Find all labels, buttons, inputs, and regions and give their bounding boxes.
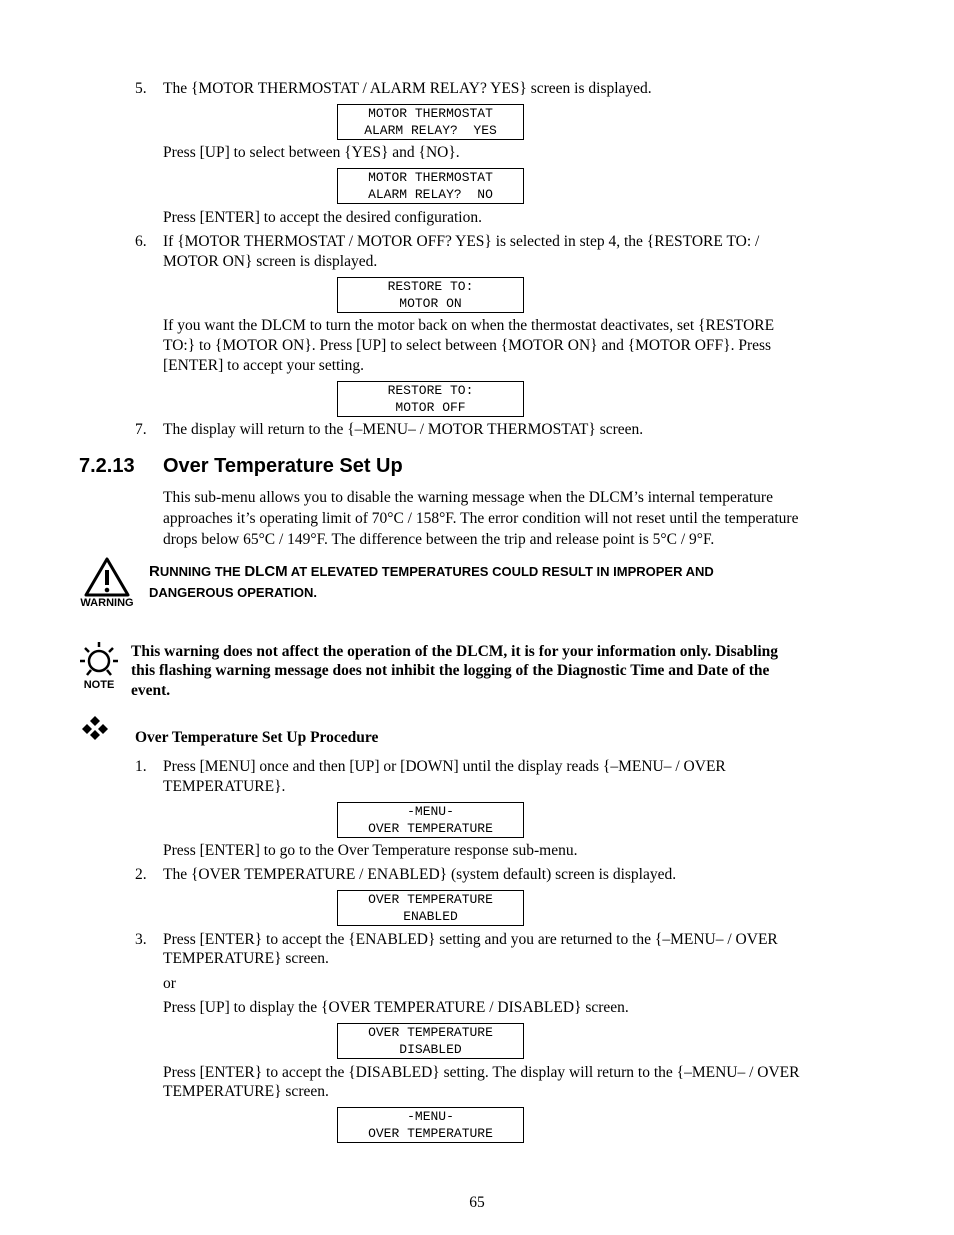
lcd-over-temperature-enabled: OVER TEMPERATURE ENABLED: [337, 890, 524, 926]
section-title: Over Temperature Set Up: [163, 455, 403, 477]
step-6-line-2: MOTOR ON} screen is displayed.: [163, 253, 378, 270]
warning-line-1: RUNNING THE DLCM AT ELEVATED TEMPERATURES COULD RESULT IN IMPROPER AND: [149, 563, 714, 580]
step-6-sub-2: TO:} to {MOTOR ON}. Press [UP] to select between {MOTOR ON} and {MOTOR OFF}. Press: [163, 337, 772, 354]
step-5-text: The {MOTOR THERMOSTAT / ALARM RELAY? YES} screen is displayed.: [163, 80, 652, 97]
warning-icon-label: WARNING: [80, 597, 134, 609]
proc-step-3-line-2: TEMPERATURE} screen.: [163, 950, 329, 967]
procedure-title: Over Temperature Set Up Procedure: [135, 729, 379, 746]
note-line-3: event.: [131, 682, 171, 699]
step-6-sub-3: [ENTER] to accept your setting.: [163, 357, 365, 374]
section-intro-1: This sub-menu allows you to disable the warning message when the DLCM’s internal temperature: [163, 489, 773, 506]
lcd-motor-thermostat-no: MOTOR THERMOSTAT ALARM RELAY? NO: [337, 168, 524, 204]
diamond-bullet-icon: [81, 715, 109, 741]
lcd-restore-motor-off: RESTORE TO: MOTOR OFF: [337, 381, 524, 417]
note-icon-label: NOTE: [83, 679, 115, 691]
lcd-restore-motor-on: RESTORE TO: MOTOR ON: [337, 277, 524, 313]
proc-step-1-number: 1.: [135, 758, 147, 775]
warning-block-icon: [79, 557, 137, 613]
proc-step-1-line-2: TEMPERATURE}.: [163, 778, 286, 795]
proc-step-3-alt: Press [UP] to display the {OVER TEMPERATURE / DISABLED} screen.: [163, 999, 629, 1016]
note-line-1: This warning does not affect the operation of the DLCM, it is for your information only. Disabling: [131, 643, 778, 660]
proc-step-1-line-1: Press [MENU] once and then [UP] or [DOWN] until the display reads {–MENU– / OVER: [163, 758, 726, 775]
proc-step-3-sub-2: TEMPERATURE} screen.: [163, 1083, 329, 1100]
proc-step-3-line-1: Press [ENTER} to accept the {ENABLED} setting and you are returned to the {–MENU– / OVER: [163, 931, 778, 948]
proc-step-3-number: 3.: [135, 931, 147, 948]
lcd-motor-thermostat-yes: MOTOR THERMOSTAT ALARM RELAY? YES: [337, 104, 524, 140]
section-intro-2: approaches it’s operating limit of 70°C / 158°F. The error condition will not reset until the temperature: [163, 510, 799, 527]
step-7-text: The display will return to the {–MENU– / MOTOR THERMOSTAT} screen.: [163, 421, 644, 438]
lcd-over-temperature-disabled: OVER TEMPERATURE DISABLED: [337, 1023, 524, 1059]
proc-step-1-sub: Press [ENTER] to go to the Over Temperature response sub-menu.: [163, 842, 578, 859]
proc-step-2-number: 2.: [135, 866, 147, 883]
note-block-icon: [79, 640, 121, 696]
lcd-menu-over-temperature-return: -MENU- OVER TEMPERATURE: [337, 1107, 524, 1143]
page-number: 65: [469, 1194, 485, 1211]
lightbulb-note-icon: [79, 640, 119, 680]
step-5-sub-2: Press [ENTER] to accept the desired configuration.: [163, 209, 482, 226]
lcd-menu-over-temperature: -MENU- OVER TEMPERATURE: [337, 802, 524, 838]
step-5-sub-1: Press [UP] to select between {YES} and {NO}.: [163, 144, 460, 161]
warning-line-2: DANGEROUS OPERATION.: [149, 585, 318, 600]
proc-step-3-or: or: [163, 975, 176, 992]
proc-step-3-sub-1: Press [ENTER} to accept the {DISABLED} setting. The display will return to the {–MENU– / OVER: [163, 1064, 800, 1081]
warning-triangle-icon: [79, 557, 135, 599]
step-5-number: 5.: [135, 80, 147, 97]
note-line-2: this flashing warning message does not inhibit the logging of the Diagnostic Time and Date of the: [131, 662, 770, 679]
proc-step-2-text: The {OVER TEMPERATURE / ENABLED} (system default) screen is displayed.: [163, 866, 677, 883]
step-6-sub-1: If you want the DLCM to turn the motor back on when the thermostat deactivates, set {RESTORE: [163, 317, 775, 334]
section-intro-3: drops below 65°C / 149°F. The difference between the trip and release point is 5°C / 9°F.: [163, 531, 715, 548]
section-number: 7.2.13: [79, 455, 135, 477]
step-6-line-1: If {MOTOR THERMOSTAT / MOTOR OFF? YES} is selected in step 4, the {RESTORE TO: /: [163, 233, 760, 250]
step-6-number: 6.: [135, 233, 147, 250]
step-7-number: 7.: [135, 421, 147, 438]
